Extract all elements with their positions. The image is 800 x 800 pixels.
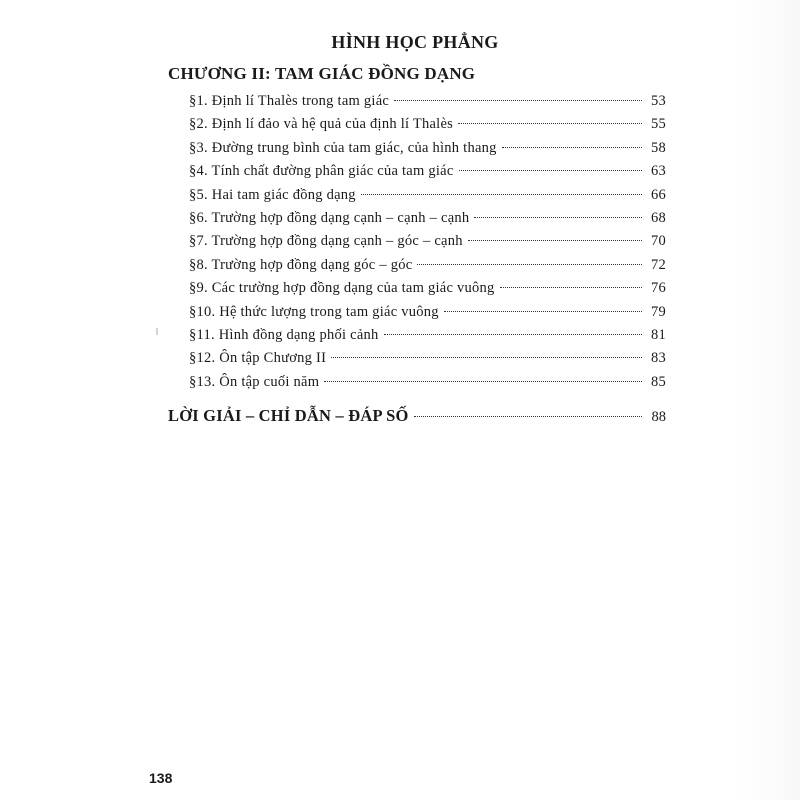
toc-entry-page: 83 [651,350,666,367]
toc-entry-page: 76 [651,280,666,297]
dot-leader [500,287,642,288]
page-number: 138 [149,770,173,786]
dot-leader [417,264,642,265]
dot-leader [468,240,642,241]
dot-leader [361,194,642,195]
toc-entry [189,301,666,324]
toc-entry-page: 68 [651,209,666,226]
toc-entry-page: 53 [651,93,666,109]
toc-entry [189,230,666,253]
toc-entry [189,137,666,160]
toc-section-list [189,90,666,394]
dot-leader [444,311,642,312]
toc-entry-page: 55 [651,116,666,133]
dot-leader [394,100,642,101]
dot-leader [384,334,642,335]
toc-entry [189,347,666,370]
toc-entry-page: 63 [651,163,666,180]
toc-entry-page: 81 [651,326,666,343]
dot-leader [502,147,642,148]
toc-entry [189,113,666,136]
page-edge-shadow [736,0,800,800]
dot-leader [324,381,642,382]
dot-leader [458,123,642,124]
dot-leader [331,357,642,358]
toc-entry-label: §11. Hình đồng dạng phối cảnh [189,326,379,343]
toc-entry [189,324,666,347]
toc-entry-page: 85 [651,373,666,390]
toc-entry-label: §7. Trường hợp đồng dạng cạnh – góc – cạnh [189,233,463,250]
toc-entry-label: §12. Ôn tập Chương II [189,350,327,367]
toc-entry-label: §8. Trường hợp đồng dạng góc – góc [189,256,413,273]
dot-leader [414,416,642,417]
toc-entry-label: §1. Định lí Thalès trong tam giác [189,93,390,109]
toc-entry [189,371,666,394]
dot-leader [474,217,642,218]
toc-entry [189,184,666,207]
toc-entry-label: §10. Hệ thức lượng trong tam giác vuông [189,303,439,320]
toc-entry-label: §4. Tính chất đường phân giác của tam giác [189,163,454,180]
toc-entry-page: 72 [651,256,666,273]
dot-leader [459,170,642,171]
toc-entry-label: §5. Hai tam giác đồng dạng [189,186,356,203]
answers-title: LỜI GIẢI – CHỈ DẪN – ĐÁP SỐ [168,406,409,425]
toc-entry [189,254,666,277]
toc-answers-entry [168,404,666,428]
toc-entry-page: 79 [651,303,666,320]
margin-mark [156,328,158,335]
part-title: HÌNH HỌC PHẲNG [331,32,499,52]
answers-page: 88 [651,409,666,425]
chapter-title: CHƯƠNG II: TAM GIÁC ĐỒNG DẠNG [168,64,476,83]
toc-entry-label: §9. Các trường hợp đồng dạng của tam giác vuông [189,280,495,297]
toc-entry-label: §6. Trường hợp đồng dạng cạnh – cạnh – cạnh [189,209,470,226]
toc-entry-label: §2. Định lí đảo và hệ quả của định lí Thalès [189,116,454,133]
toc-entry [189,160,666,183]
toc-entry [189,207,666,230]
toc-entry-page: 66 [651,186,666,203]
toc-entry [189,277,666,300]
toc-entry-page: 58 [651,139,666,156]
toc-entry-page: 70 [651,233,666,250]
toc-entry-label: §13. Ôn tập cuối năm [189,373,320,390]
toc-entry-label: §3. Đường trung bình của tam giác, của hình thang [189,139,497,156]
toc-entry [189,90,666,113]
